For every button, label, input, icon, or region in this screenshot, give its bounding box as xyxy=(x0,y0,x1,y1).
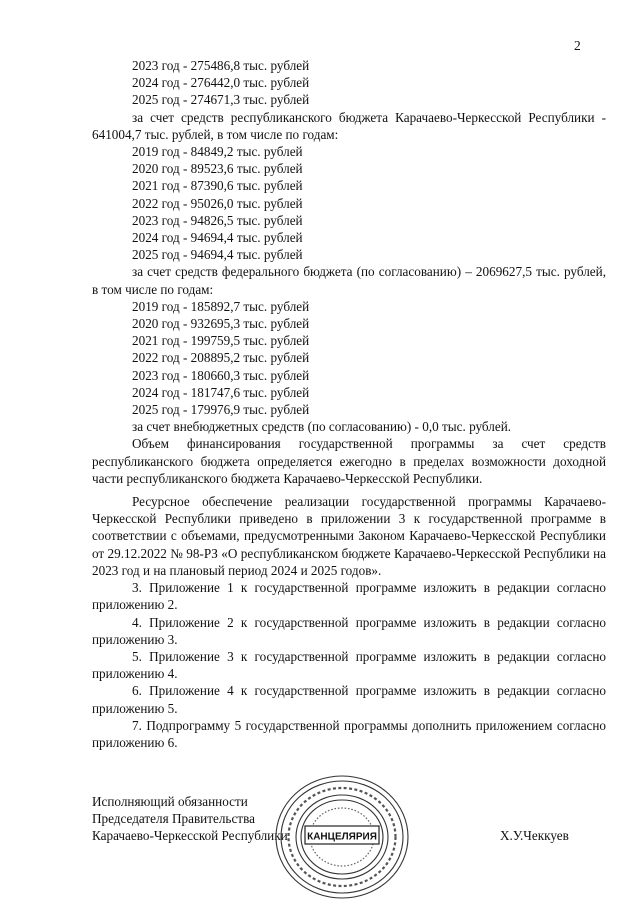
amendment-item: 6. Приложение 4 к государственной программе изложить в редакции согласно приложению 5. xyxy=(92,683,606,716)
signatory-name: Х.У.Чеккуев xyxy=(500,828,569,843)
page-number: 2 xyxy=(574,38,581,53)
federal-budget-intro: за счет средств федерального бюджета (по согласованию) – 2069627,5 тыс. рублей, в том числе по годам: xyxy=(92,264,606,297)
republic-budget-year: 2022 год - 95026,0 тыс. рублей xyxy=(132,195,303,211)
document-body xyxy=(92,57,606,751)
federal-budget-year: 2021 год - 199759,5 тыс. рублей xyxy=(132,333,310,349)
extrabudget-line: за счет внебюджетных средств (по согласованию) - 0,0 тыс. рублей. xyxy=(132,419,512,435)
text-line: 2023 год - 275486,8 тыс. рублей xyxy=(132,58,310,73)
amendment-item: 7. Подпрограмму 5 государственной программы дополнить приложением согласно приложению 6. xyxy=(92,717,606,750)
amendment-item: 5. Приложение 3 к государственной программе изложить в редакции согласно приложению 4. xyxy=(92,648,606,682)
republic-budget-year: 2025 год - 94694,4 тыс. рублей xyxy=(132,247,303,263)
text-line: 2025 год - 274671,3 тыс. рублей xyxy=(132,92,310,108)
republic-budget-year: 2020 год - 89523,6 тыс. рублей xyxy=(132,161,303,177)
republic-budget-year: 2021 год - 87390,6 тыс. рублей xyxy=(132,178,303,194)
resource-provision-paragraph: Ресурсное обеспечение реализации государственной программы Карачаево-Черкесской Республики приведено в приложении 3 к государственной программе в соответствии с объемами, предусмотренными Законом Карачаево-Черкесской Республики от 29.12.2022 № 98-РЗ «О республиканском бюджете Карачаево-Черкесской Республики на 2023 год и на плановый период 2024 и 2025 годов». xyxy=(92,494,606,578)
text-line: 2024 год - 276442,0 тыс. рублей xyxy=(132,75,310,91)
republic-budget-year: 2019 год - 84849,2 тыс. рублей xyxy=(132,144,303,160)
republic-budget-intro: за счет средств республиканского бюджета Карачаево-Черкесской Республики - 641004,7 тыс. рублей, в том числе по годам: xyxy=(92,109,606,142)
signatory-title-line: Карачаево-Черкесской Республики xyxy=(92,828,288,844)
signatory-title-line: Исполняющий обязанности xyxy=(92,794,248,809)
federal-budget-year: 2024 год - 181747,6 тыс. рублей xyxy=(132,384,310,400)
financing-volume-paragraph: Объем финансирования государственной программы за счет средств республиканского бюджета определяется ежегодно в пределах возможности доходной части республиканского бюджета Карачаево-Черкесской Республики. xyxy=(92,436,606,486)
federal-budget-year: 2025 год - 179976,9 тыс. рублей xyxy=(132,402,310,418)
signatory-title-line: Председателя Правительства xyxy=(92,811,255,827)
signatory-title xyxy=(92,793,288,845)
amendment-item: 4. Приложение 2 к государственной программе изложить в редакции согласно приложению 3. xyxy=(92,614,606,647)
federal-budget-year: 2020 год - 932695,3 тыс. рублей xyxy=(132,316,310,332)
seal-center-text: КАНЦЕЛЯРИЯ xyxy=(307,831,377,843)
amendment-item: 3. Приложение 1 к государственной программе изложить в редакции согласно приложению 2. xyxy=(92,580,606,613)
federal-budget-year: 2019 год - 185892,7 тыс. рублей xyxy=(132,298,310,314)
republic-budget-year: 2023 год - 94826,5 тыс. рублей xyxy=(132,212,303,228)
federal-budget-year: 2022 год - 208895,2 тыс. рублей xyxy=(132,350,310,366)
official-seal-stamp xyxy=(272,772,412,902)
federal-budget-year: 2023 год - 180660,3 тыс. рублей xyxy=(132,367,310,383)
republic-budget-year: 2024 год - 94694,4 тыс. рублей xyxy=(132,230,303,246)
